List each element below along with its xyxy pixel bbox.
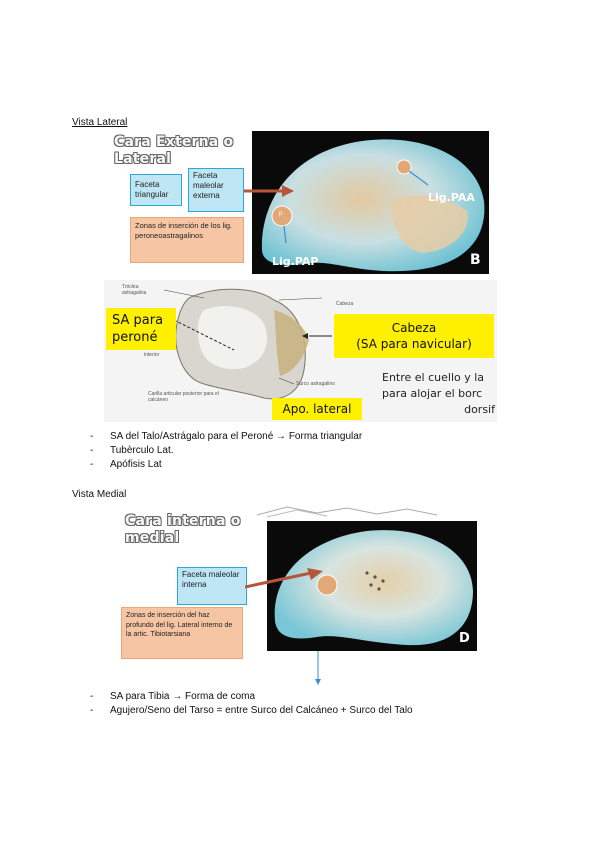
list-item: - Agujero/Seno del Tarso = entre Surco del Calcáneo + Surco del Talo [90, 704, 413, 718]
label-faceta-maleolar-externa: Faceta maleolar externa [188, 168, 244, 212]
figure-title-line1: Cara Externa o [114, 134, 234, 150]
leader-line-icon [313, 651, 323, 685]
side-note-line1: Entre el cuello y la [382, 371, 485, 384]
list-item: - Tubèrculo Lat. [90, 444, 362, 458]
label-faceta-maleolar-interna: Faceta maleolar interna [177, 567, 247, 605]
side-note [382, 370, 497, 418]
figure-title-line2: medial [125, 530, 180, 546]
label-cabeza-navicular [334, 314, 494, 358]
side-note-line3: dorsif [464, 403, 495, 416]
figure-medial-face [117, 505, 477, 685]
bullet-list-lateral [90, 430, 362, 472]
figure-lateral-face [104, 131, 489, 274]
talus-lateral-photo [252, 131, 489, 274]
label-apo-lateral: Apo. lateral [272, 398, 362, 420]
figure-title-line2: Lateral [114, 151, 172, 167]
arrow-right-icon [244, 183, 294, 199]
figure-title-line1: Cara interna o [125, 513, 241, 529]
figure-talus-structures [104, 280, 497, 422]
figure-letter-d: D [459, 631, 470, 646]
label-carilla: Carilla articular posterior para el calcáneo [148, 391, 219, 403]
label-interior: interior [144, 352, 160, 358]
marker-p: p [279, 211, 283, 217]
sketch-decoration [257, 505, 457, 519]
label-lig-paa: Lig.PAA [428, 191, 475, 204]
heading-vista-medial: Vista Medial [72, 489, 127, 500]
label-zonas-insercion-haz: Zonas de inserción del haz profundo del lig. Lateral interno de la artic. Tibiotarsiana [121, 607, 243, 659]
bullet-list-medial [90, 690, 413, 718]
label-cabeza-small: Cabeza [336, 301, 354, 307]
cabeza-line1: Cabeza [391, 321, 437, 335]
list-item: - SA para Tibia → Forma de coma [90, 690, 413, 704]
label-troclea: Tróclea astragalina [122, 284, 147, 296]
label-lig-pap: Lig.PAP [272, 255, 319, 268]
list-item: - Apófisis Lat [90, 458, 362, 472]
label-surco: Surco astragalino [296, 381, 335, 387]
heading-vista-lateral: Vista Lateral [72, 117, 128, 128]
arrow-right-icon [245, 567, 323, 591]
list-item: - SA del Talo/Astrágalo para el Peroné → Forma triangular [90, 430, 362, 444]
cabeza-line2: (SA para navicular) [356, 337, 472, 351]
label-faceta-triangular: Faceta triangular [130, 174, 182, 206]
label-sa-perone: SA para peroné [106, 308, 176, 350]
side-note-line2: para alojar el borc [382, 387, 483, 400]
label-zonas-insercion: Zonas de inserción de los lig. peroneoastragalinos [130, 217, 244, 263]
figure-letter-b: B [470, 252, 481, 268]
